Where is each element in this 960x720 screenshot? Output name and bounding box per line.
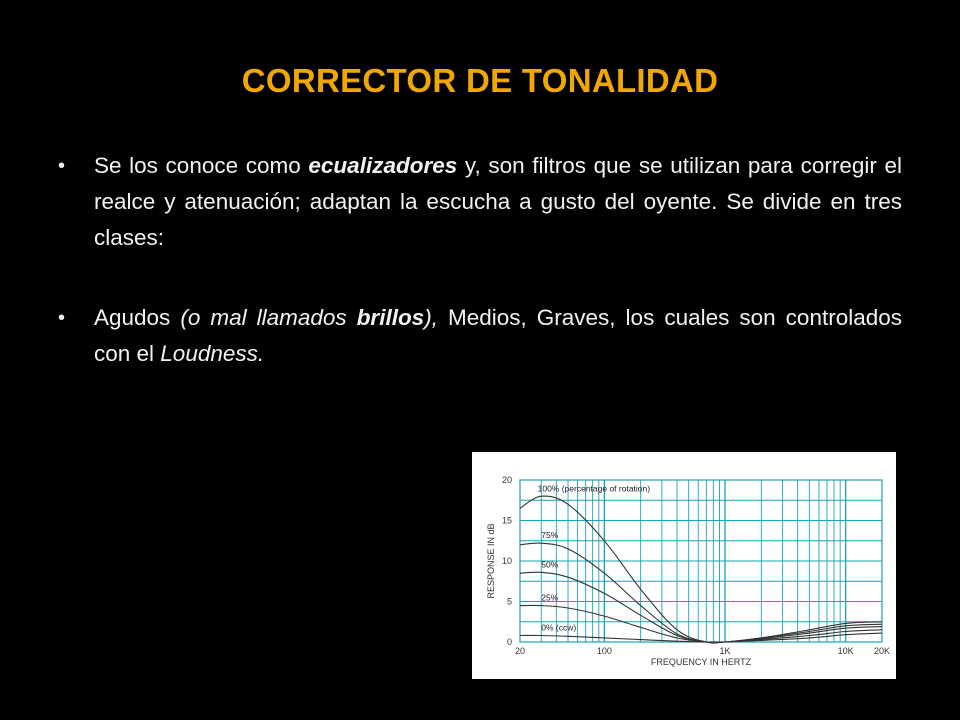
- bullet-list: [58, 148, 902, 416]
- series-label: 75%: [541, 530, 559, 541]
- text-run: Medios, Graves, los cuales son controlados con el: [94, 305, 903, 366]
- x-tick-label: 20K: [873, 646, 891, 656]
- text-run-brillos: brillos: [356, 305, 425, 330]
- loudness-chart: [472, 452, 896, 679]
- y-tick-label: 15: [501, 515, 512, 526]
- y-tick-label: 5: [506, 596, 512, 607]
- series-line: [520, 496, 882, 643]
- y-axis-title: RESPONSE IN dB: [486, 523, 496, 599]
- x-tick-label: 10K: [837, 646, 854, 656]
- text-run-italic: (o mal llamados: [180, 305, 357, 330]
- y-tick-label: 10: [501, 556, 512, 566]
- bullet-item: [58, 300, 902, 372]
- text-run: y, son filtros que se utilizan para corregir el realce y atenuación; adaptan la escucha a gusto del oyente. Se divide en tres clases:: [94, 153, 902, 250]
- bullet-item: [58, 148, 902, 256]
- text-run-italic: ),: [424, 305, 438, 330]
- x-tick-label: 1K: [719, 646, 731, 656]
- x-tick-label: 100: [596, 646, 612, 656]
- series-label: 50%: [541, 559, 559, 570]
- slide-title: CORRECTOR DE TONALIDAD: [241, 62, 719, 99]
- series-label: 100% (percentage of rotation): [537, 483, 651, 494]
- bullet-text: [94, 305, 902, 366]
- text-run: Agudos: [94, 305, 181, 330]
- bullet-glyph: •: [58, 155, 66, 177]
- series-label: 25%: [541, 592, 559, 603]
- x-axis-title: FREQUENCY IN HERTZ: [650, 657, 752, 667]
- bullet-glyph: •: [58, 307, 66, 329]
- series-label: 0% (ccw): [541, 622, 577, 633]
- y-tick-label: 20: [501, 475, 512, 485]
- text-run: Se los conoce como: [94, 153, 309, 178]
- bullet-text: [94, 153, 902, 250]
- x-tick-label: 20: [514, 646, 526, 656]
- y-tick-label: 0: [506, 637, 512, 647]
- text-run-ecualizadores: ecualizadores: [308, 153, 458, 178]
- text-run-loudness: Loudness.: [160, 341, 265, 366]
- loudness-chart-svg: [472, 452, 896, 679]
